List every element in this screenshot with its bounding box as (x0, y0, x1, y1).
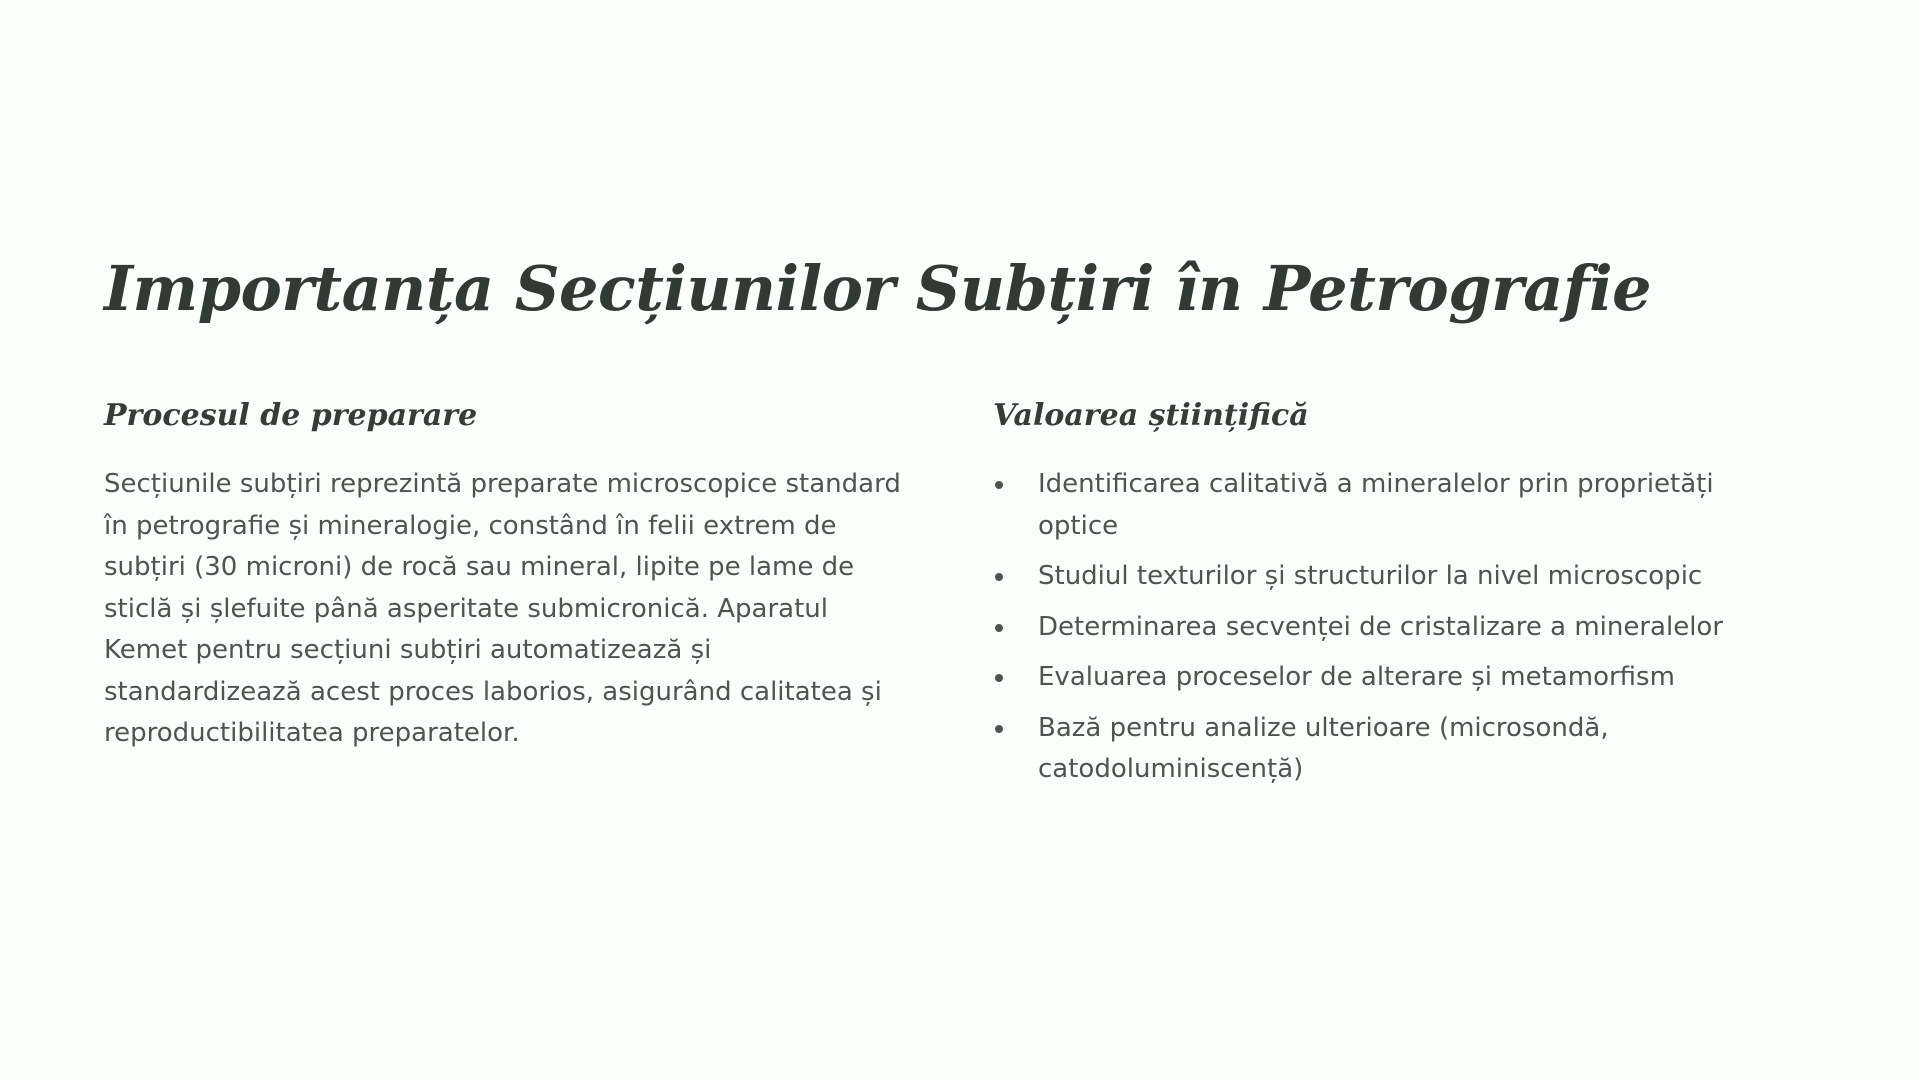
left-column-heading: Procesul de preparare (104, 398, 478, 433)
right-column (993, 394, 1793, 800)
bullet-text: Determinarea secvenței de cristalizare a mineralelor (1038, 611, 1724, 642)
bullet-dot-icon (995, 725, 1003, 733)
bullet-dot-icon (995, 674, 1003, 682)
bullet-item (993, 556, 1793, 598)
bullet-item (993, 657, 1793, 699)
bullet-text: Studiul texturilor și structurilor la nivel microscopic (1038, 561, 1703, 591)
bullet-text: Bază pentru analize ulterioare (microsondă, catodoluminiscență) (1038, 712, 1609, 784)
left-column (104, 394, 904, 755)
left-column-paragraph: Secțiunile subțiri reprezintă preparate microscopice standard în petrografie și mineralogie, constând în felii extrem de subțiri (30 microni) de rocă sau mineral, lipite pe lame de sticlă și șlefuite până asperitate submicronică. Aparatul Kemet pentru secțiuni subțiri automatizează și standardizează acest proces laborios, asigurând calitatea și reproductibilitatea preparatelor. (104, 469, 901, 748)
bullet-item (993, 607, 1793, 649)
bullet-dot-icon (995, 573, 1003, 581)
bullet-item (993, 708, 1793, 791)
bullet-list (993, 464, 1793, 791)
right-column-heading: Valoarea științifică (993, 398, 1309, 433)
slide-title: Importanța Secțiunilor Subțiri în Petrografie (104, 252, 1652, 325)
bullet-item (993, 464, 1793, 547)
bullet-text: Evaluarea proceselor de alterare și metamorfism (1038, 662, 1675, 692)
bullet-text: Identificarea calitativă a mineralelor prin proprietăți optice (1038, 469, 1714, 541)
bullet-dot-icon (995, 481, 1003, 489)
bullet-dot-icon (995, 624, 1003, 632)
